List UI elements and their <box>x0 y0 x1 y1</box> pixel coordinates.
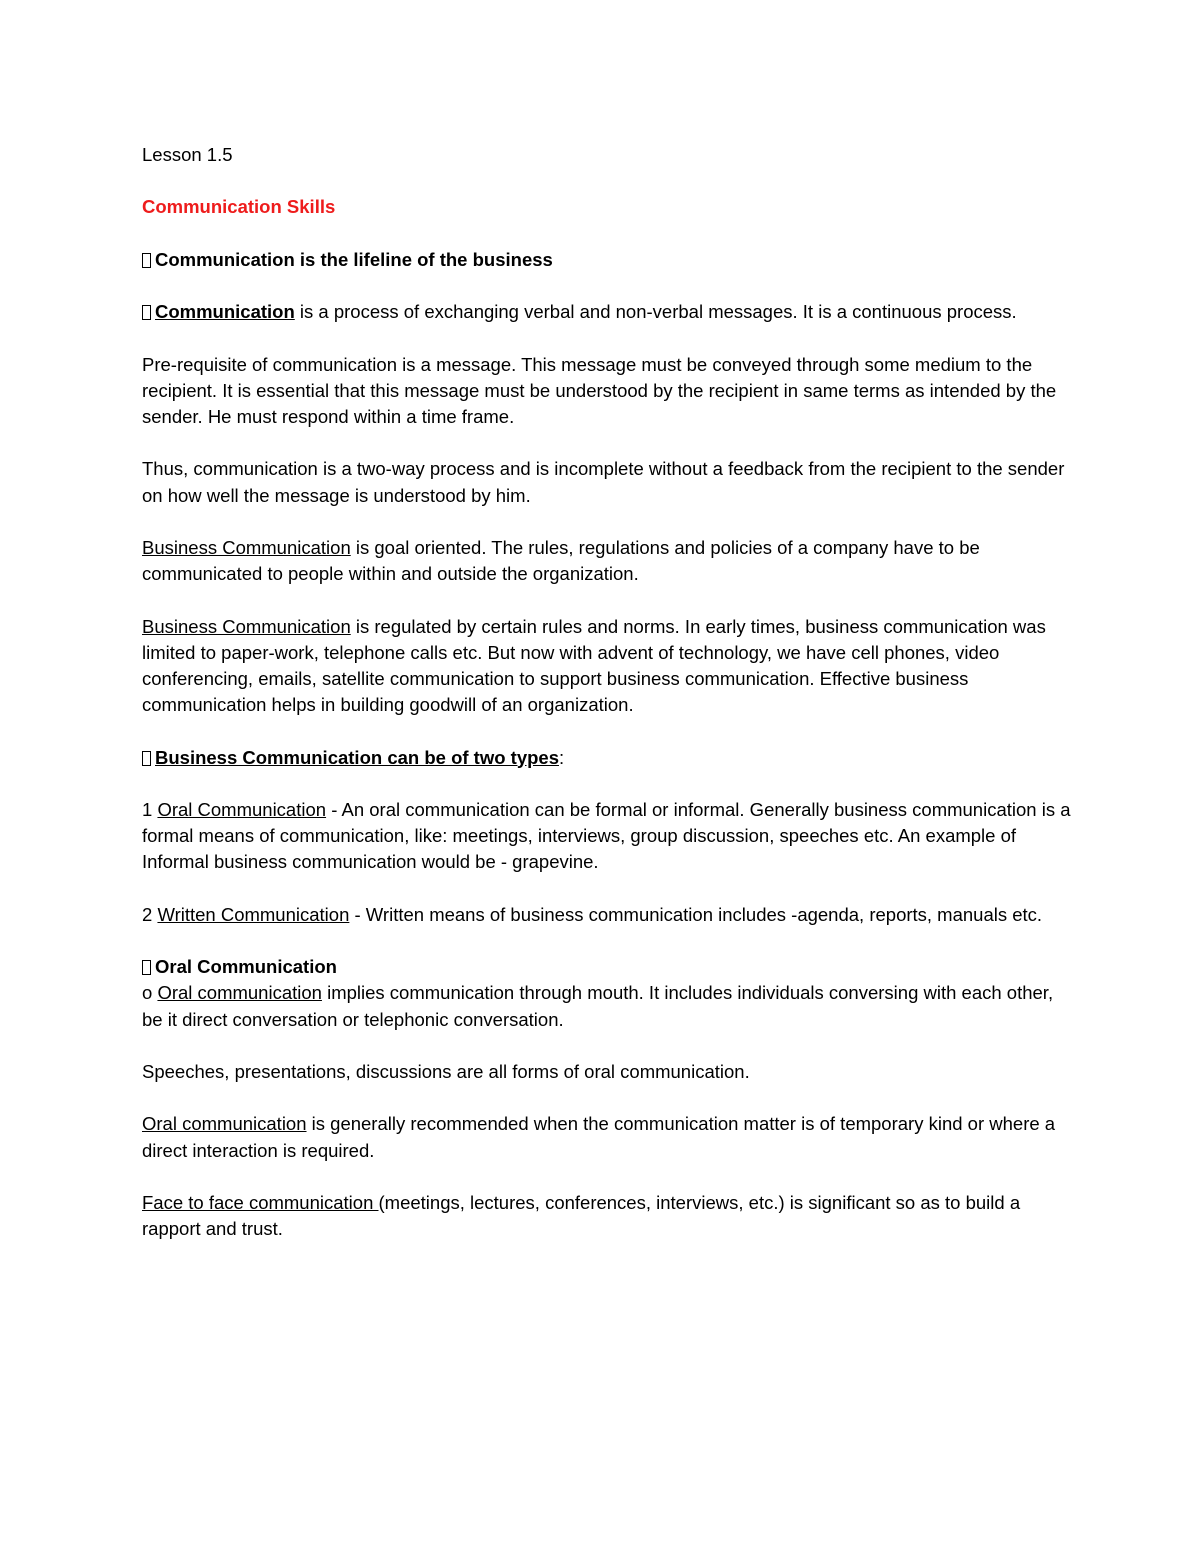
bullet-icon <box>142 960 151 975</box>
bullet-icon <box>142 253 151 268</box>
oral-sub-item: o Oral communication implies communication through mouth. It includes individuals conversing with each other, be it direct conversation or telephonic conversation. <box>142 982 1054 1030</box>
bullet-icon <box>142 305 151 320</box>
type-oral: 1 Oral Communication - An oral communication can be formal or informal. Generally business communication is a formal means of communication, like: meetings, interviews, group discussion, speeches etc. An example of Informal business communication would be - grapevine. <box>142 798 1071 873</box>
bullet-two-types: Business Communication can be of two types: <box>142 745 1072 771</box>
type-written: 2 Written Communication - Written means of business communication includes -agenda, reports, manuals etc. <box>142 903 1043 925</box>
paragraph-recommended: Oral communication is generally recommended when the communication matter is of temporary kind or where a direct interaction is required. <box>142 1113 1056 1161</box>
paragraph-goal-oriented: Business Communication is goal oriented. The rules, regulations and policies of a company have to be communicated to people within and outside the organization. <box>142 536 980 585</box>
bullet-oral-communication: Oral Communication <box>142 954 1072 980</box>
paragraph-speeches: Speeches, presentations, discussions are all forms of oral communication. <box>142 1060 750 1082</box>
paragraph-two-way: Thus, communication is a two-way process and is incomplete without a feedback from the recipient to the sender on how well the message is understood by him. <box>142 458 1065 506</box>
paragraph-prerequisite: Pre-requisite of communication is a message. This message must be conveyed through some medium to the recipient. It is essential that this message must be understood by the recipient in same terms as intended by the sender. He must respond within a time frame. <box>142 353 1057 427</box>
bullet-communication-definition: Communication is a process of exchanging verbal and non-verbal messages. It is a continuous process. <box>142 299 1072 325</box>
paragraph-face-to-face: Face to face communication (meetings, lectures, conferences, interviews, etc.) is significant so as to build a rapport and trust. <box>142 1191 1021 1240</box>
document-page <box>142 142 1072 1269</box>
term-face-to-face: Face to face communication <box>142 1191 379 1213</box>
term-oral-communication: Oral communication <box>157 982 322 1004</box>
term-oral-communication: Oral communication <box>142 1113 307 1135</box>
bullet-icon <box>142 751 151 766</box>
term-written-communication: Written Communication <box>157 903 350 925</box>
paragraph-regulated: Business Communication is regulated by certain rules and norms. In early times, business communication was limited to paper-work, telephone calls etc. But now with advent of technology, we have cell phones, video conferencing, emails, satellite communication to support business communication. Effective business communication helps in building goodwill of an organization. <box>142 615 1046 716</box>
term-business-communication: Business Communication <box>142 536 351 558</box>
term-communication: Communication <box>155 301 295 323</box>
section-title: Communication Skills <box>142 196 336 218</box>
lesson-title: Lesson 1.5 <box>142 144 233 165</box>
term-oral-communication: Oral Communication <box>157 798 327 820</box>
term-business-communication: Business Communication <box>142 615 351 637</box>
bullet-lifeline: Communication is the lifeline of the business <box>142 247 1072 273</box>
